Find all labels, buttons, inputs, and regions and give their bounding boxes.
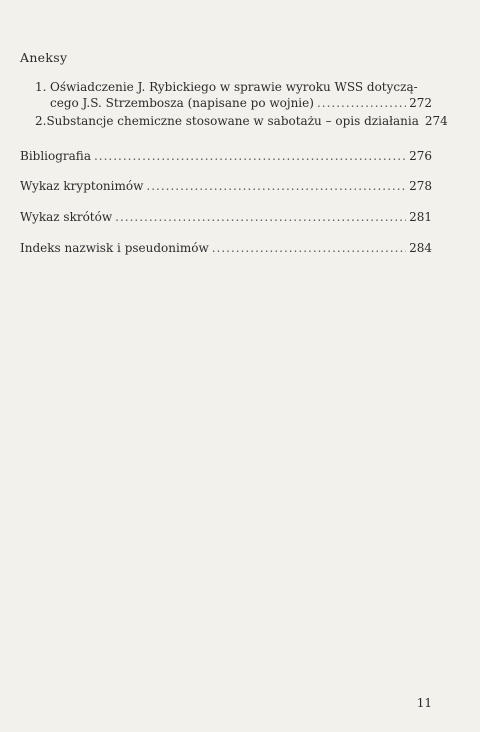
appendix-item-number: 1. — [35, 80, 47, 94]
toc-entry-label: Bibliografia — [20, 149, 91, 163]
page-number: 284 — [409, 241, 432, 255]
page-number: 276 — [409, 149, 432, 163]
toc-entry-label: Wykaz skrótów — [20, 210, 113, 224]
appendix-item-title: Oświadczenie J. Rybickiego w sprawie wyroku WSS dotyczą- — [50, 80, 418, 94]
toc-entry-bibliografia — [20, 148, 432, 164]
toc-entry-kryptonimy — [20, 178, 432, 194]
page-number: 281 — [409, 210, 432, 224]
page-number: 274 — [424, 114, 448, 128]
toc-entry-indeks — [20, 240, 432, 256]
page-number: 278 — [409, 179, 432, 193]
leader-dots — [94, 148, 406, 164]
leader-dots — [115, 209, 406, 225]
appendix-item-title: Substancje chemiczne stosowane w sabotażu – opis działania — [46, 114, 419, 128]
toc-entry-label: Indeks nazwisk i pseudonimów — [20, 241, 209, 255]
footer-page-number: 11 — [416, 696, 432, 710]
appendix-item-2 — [35, 113, 448, 129]
toc-entry-skroty — [20, 209, 432, 225]
appendix-item-number: 2. — [35, 114, 47, 128]
leader-dots — [212, 240, 406, 256]
toc-entry-label: Wykaz kryptonimów — [20, 179, 144, 193]
appendix-item-1-line1 — [35, 79, 432, 95]
appendix-item-title-cont: cego J.S. Strzembosza (napisane po wojnie) — [50, 96, 314, 110]
page-number: 272 — [409, 96, 432, 110]
leader-dots — [146, 178, 406, 194]
leader-dots — [317, 95, 406, 111]
appendix-item-1-line2 — [50, 95, 432, 111]
appendix-heading: Aneksy — [20, 50, 68, 65]
